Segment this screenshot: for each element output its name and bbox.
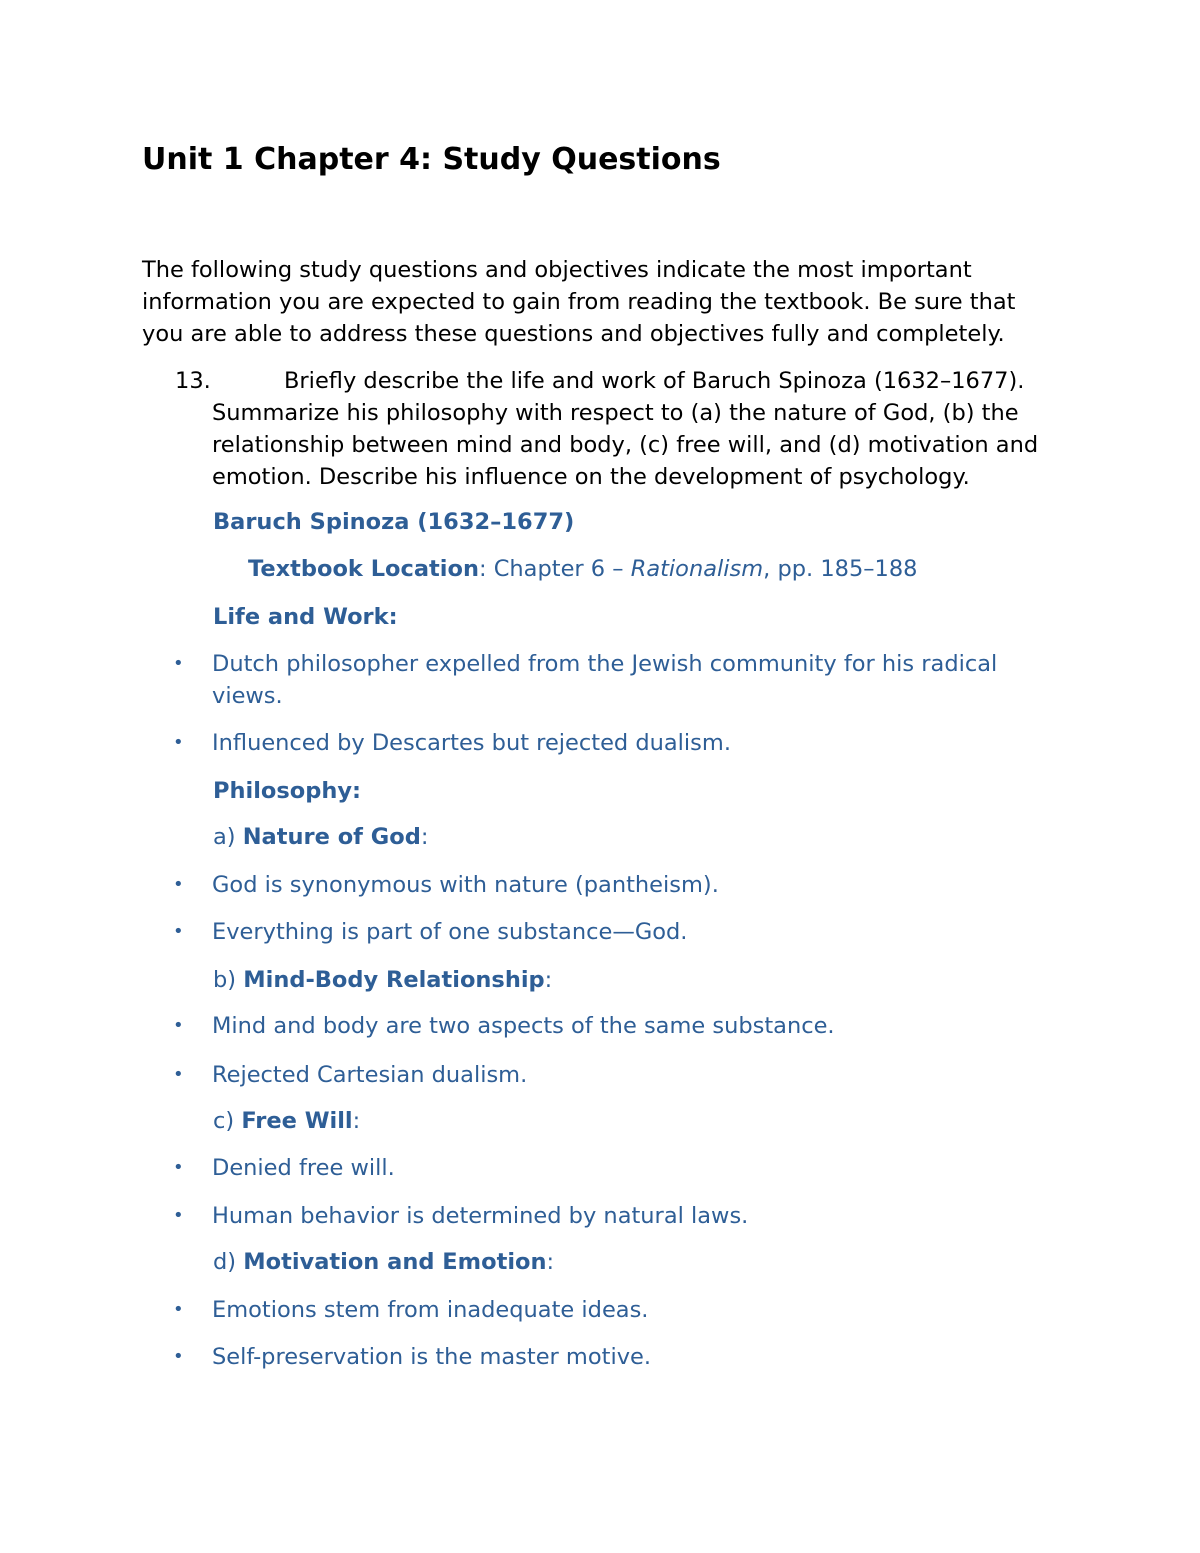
bullet-icon: • <box>173 1157 184 1178</box>
life-work-heading: Life and Work: <box>213 604 398 630</box>
study-question <box>175 365 1072 493</box>
section-letter: a) <box>213 824 243 850</box>
philosophy-heading: Philosophy: <box>213 778 362 804</box>
bullet-text: Emotions stem from inadequate ideas. <box>212 1297 649 1323</box>
question-number: 13. <box>175 368 211 394</box>
bullet-text: Dutch philosopher expelled from the Jewish community for his radical views. <box>212 651 998 709</box>
section-name: Motivation and Emotion <box>243 1249 547 1275</box>
section-heading-motivation-emotion <box>213 1246 554 1278</box>
section-colon: : <box>352 1108 361 1134</box>
section-heading-nature-of-god <box>213 821 428 853</box>
intro-paragraph: The following study questions and objectives indicate the most important information you are expected to gain from reading the textbook. Be sure that you are able to address these questions and objectives fully and completely. <box>142 257 1016 347</box>
textbook-location <box>248 553 917 585</box>
textbook-location-colon: : <box>478 556 494 582</box>
bullet-text: Self-preservation is the master motive. <box>212 1344 652 1370</box>
section-heading-mind-body <box>213 964 552 996</box>
section-colon: : <box>420 824 429 850</box>
textbook-location-label: Textbook Location <box>248 556 479 582</box>
section-name: Nature of God <box>242 824 421 850</box>
bullet-icon: • <box>173 874 184 895</box>
bullet-text: Everything is part of one substance—God. <box>212 919 688 945</box>
section-name: Mind-Body Relationship <box>243 967 545 993</box>
section-letter: d) <box>213 1249 244 1275</box>
question-text: Briefly describe the life and work of Baruch Spinoza (1632–1677). Summarize his philosophy with respect to (a) the nature of God, (b) the relationship between mind and body, (c) free will, and (d) motivation and emotion. Describe his influence on the development of psychology. <box>212 368 1039 490</box>
textbook-location-pages: , pp. 185–188 <box>763 556 918 582</box>
bullet-icon: • <box>173 1064 184 1085</box>
bullet-text: Denied free will. <box>212 1155 395 1181</box>
bullet-text: Rejected Cartesian dualism. <box>212 1062 528 1088</box>
bullet-icon: • <box>173 1205 184 1226</box>
bullet-text: God is synonymous with nature (pantheism). <box>212 872 719 898</box>
bullet-icon: • <box>173 653 184 674</box>
section-heading-free-will <box>213 1105 360 1137</box>
section-colon: : <box>544 967 553 993</box>
bullet-text: Influenced by Descartes but rejected dualism. <box>212 730 731 756</box>
page-title: Unit 1 Chapter 4: Study Questions <box>142 142 721 177</box>
section-colon: : <box>546 1249 555 1275</box>
bullet-text: Mind and body are two aspects of the same substance. <box>212 1013 835 1039</box>
section-letter: b) <box>213 967 244 993</box>
bullet-icon: • <box>173 732 184 753</box>
textbook-location-prefix: Chapter 6 – <box>493 556 631 582</box>
section-letter: c) <box>213 1108 242 1134</box>
answer-heading: Baruch Spinoza (1632–1677) <box>213 509 575 535</box>
section-name: Free Will <box>241 1108 353 1134</box>
textbook-chapter-title: Rationalism <box>630 556 764 582</box>
bullet-text: Human behavior is determined by natural laws. <box>212 1203 749 1229</box>
bullet-icon: • <box>173 1299 184 1320</box>
bullet-icon: • <box>173 1346 184 1367</box>
bullet-icon: • <box>173 921 184 942</box>
bullet-icon: • <box>173 1015 184 1036</box>
